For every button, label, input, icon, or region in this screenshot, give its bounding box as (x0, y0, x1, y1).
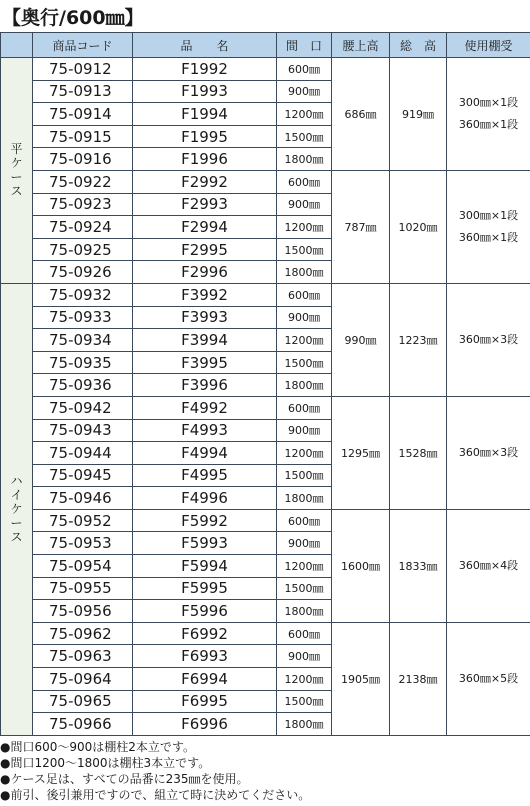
product-code: 75-0915 (49, 127, 112, 146)
product-width: 1500㎜ (277, 690, 332, 713)
product-width: 1500㎜ (277, 125, 332, 148)
product-code-cell (33, 713, 133, 736)
product-name: F2994 (133, 216, 277, 239)
product-name: F3993 (133, 306, 277, 329)
product-name: F2995 (133, 238, 277, 261)
product-code: 75-0963 (49, 647, 112, 666)
category-char: ス (10, 184, 23, 199)
product-name: F5993 (133, 532, 277, 555)
product-width: 1800㎜ (277, 600, 332, 623)
product-width: 600㎜ (277, 509, 332, 532)
product-width: 600㎜ (277, 170, 332, 193)
product-width: 900㎜ (277, 419, 332, 442)
table-row (1, 283, 530, 306)
total-height: 1223㎜ (390, 283, 447, 396)
product-code: 75-0923 (49, 195, 112, 214)
product-code: 75-0952 (49, 511, 112, 530)
product-code: 75-0932 (49, 285, 112, 304)
product-code-cell (33, 622, 133, 645)
product-width: 1800㎜ (277, 148, 332, 171)
total-height: 919㎜ (390, 58, 447, 171)
shelf-support (447, 170, 530, 283)
shelf-support (447, 58, 530, 171)
category-char: イ (10, 488, 23, 503)
product-width: 600㎜ (277, 622, 332, 645)
product-name: F3992 (133, 283, 277, 306)
product-code: 75-0916 (49, 150, 112, 169)
product-name: F3996 (133, 374, 277, 397)
product-width: 1800㎜ (277, 487, 332, 510)
product-width: 1800㎜ (277, 261, 332, 284)
product-code-cell (33, 600, 133, 623)
waist-height: 1600㎜ (332, 509, 390, 622)
product-code-cell (33, 464, 133, 487)
product-code-cell (33, 80, 133, 103)
product-name: F6992 (133, 622, 277, 645)
product-width: 1500㎜ (277, 238, 332, 261)
header-width: 間 口 (277, 33, 332, 58)
product-code-cell (33, 396, 133, 419)
shelf-support-line: 360㎜×4段 (458, 558, 519, 572)
note-item: ●前引、後引兼用ですので、組立て時に決めてください。 (0, 788, 311, 802)
shelf-support (447, 622, 530, 735)
product-name: F1995 (133, 125, 277, 148)
product-name: F4992 (133, 396, 277, 419)
product-code-cell (33, 148, 133, 171)
product-name: F6994 (133, 668, 277, 691)
page-title: 【奥行/600㎜】 (2, 7, 144, 29)
product-code: 75-0934 (49, 330, 112, 349)
product-code-cell (33, 374, 133, 397)
shelf-support-line: 360㎜×1段 (458, 230, 519, 244)
product-code: 75-0935 (49, 353, 112, 372)
category-char: ス (10, 530, 23, 545)
product-code: 75-0956 (49, 602, 112, 621)
product-code-cell (33, 170, 133, 193)
product-width: 1200㎜ (277, 442, 332, 465)
product-code-cell (33, 419, 133, 442)
product-width: 1800㎜ (277, 713, 332, 736)
category-label (1, 283, 33, 735)
product-width: 600㎜ (277, 396, 332, 419)
product-code: 75-0936 (49, 376, 112, 395)
product-code-cell (33, 690, 133, 713)
product-name: F5994 (133, 555, 277, 578)
waist-height: 686㎜ (332, 58, 390, 171)
category-label (1, 58, 33, 284)
total-height: 2138㎜ (390, 622, 447, 735)
product-code-cell (33, 487, 133, 510)
product-width: 600㎜ (277, 283, 332, 306)
product-name: F6993 (133, 645, 277, 668)
header-code: 商品コード (33, 33, 133, 58)
shelf-support (447, 396, 530, 509)
product-code-cell (33, 442, 133, 465)
table-header-row (1, 33, 530, 58)
category-char: ケ (10, 502, 23, 517)
product-width: 1200㎜ (277, 103, 332, 126)
product-code: 75-0964 (49, 669, 112, 688)
product-code: 75-0914 (49, 104, 112, 123)
note-item: ●間口600〜900は棚柱2本立です。 (0, 740, 195, 754)
total-height: 1833㎜ (390, 509, 447, 622)
note-item: ●ケース足は、すべての品番に235㎜を使用。 (0, 772, 249, 786)
product-code-cell (33, 306, 133, 329)
product-name: F4993 (133, 419, 277, 442)
shelf-support-line: 300㎜×1段 (458, 208, 519, 222)
product-width: 900㎜ (277, 193, 332, 216)
product-code: 75-0913 (49, 82, 112, 101)
product-name: F6996 (133, 713, 277, 736)
product-code: 75-0912 (49, 59, 112, 78)
product-name: F3995 (133, 351, 277, 374)
product-code: 75-0924 (49, 217, 112, 236)
product-width: 1200㎜ (277, 329, 332, 352)
note-item: ●間口1200〜1800は棚柱3本立です。 (0, 756, 211, 770)
product-name: F2996 (133, 261, 277, 284)
product-code: 75-0942 (49, 398, 112, 417)
header-waist-height: 腰上高 (332, 33, 390, 58)
product-width: 1200㎜ (277, 668, 332, 691)
product-code-cell (33, 645, 133, 668)
product-code: 75-0954 (49, 556, 112, 575)
product-name: F1996 (133, 148, 277, 171)
product-width: 900㎜ (277, 532, 332, 555)
product-width: 1500㎜ (277, 577, 332, 600)
product-code-cell (33, 283, 133, 306)
product-code: 75-0944 (49, 443, 112, 462)
product-name: F2992 (133, 170, 277, 193)
table-row (1, 170, 530, 193)
product-width: 900㎜ (277, 80, 332, 103)
product-code: 75-0933 (49, 308, 112, 327)
product-code: 75-0926 (49, 263, 112, 282)
shelf-support-line: 360㎜×5段 (458, 671, 519, 685)
total-height: 1020㎜ (390, 170, 447, 283)
shelf-support-line: 300㎜×1段 (458, 95, 519, 109)
product-name: F3994 (133, 329, 277, 352)
product-name: F1992 (133, 58, 277, 81)
product-width: 1800㎜ (277, 374, 332, 397)
product-name: F4996 (133, 487, 277, 510)
product-name: F1994 (133, 103, 277, 126)
category-char: 平 (10, 142, 23, 157)
shelf-support-line: 360㎜×1段 (458, 117, 519, 131)
category-char: ハ (10, 474, 23, 489)
product-name: F6995 (133, 690, 277, 713)
product-code-cell (33, 577, 133, 600)
product-width: 1500㎜ (277, 351, 332, 374)
product-code-cell (33, 329, 133, 352)
table-row (1, 622, 530, 645)
product-width: 600㎜ (277, 58, 332, 81)
product-name: F5995 (133, 577, 277, 600)
waist-height: 787㎜ (332, 170, 390, 283)
product-name: F2993 (133, 193, 277, 216)
product-name: F5996 (133, 600, 277, 623)
product-code: 75-0962 (49, 624, 112, 643)
product-code-cell (33, 58, 133, 81)
shelf-support-line: 360㎜×3段 (458, 445, 519, 459)
total-height: 1528㎜ (390, 396, 447, 509)
product-code-cell (33, 125, 133, 148)
product-code: 75-0945 (49, 466, 112, 485)
product-width: 1200㎜ (277, 555, 332, 578)
product-code: 75-0946 (49, 489, 112, 508)
category-char: ー (10, 170, 23, 185)
header-blank (1, 33, 33, 58)
table-row (1, 396, 530, 419)
product-code: 75-0965 (49, 692, 112, 711)
product-name: F4995 (133, 464, 277, 487)
shelf-support (447, 283, 530, 396)
waist-height: 1295㎜ (332, 396, 390, 509)
header-name: 品 名 (133, 33, 277, 58)
product-code-cell (33, 216, 133, 239)
category-char: ー (10, 516, 23, 531)
product-code: 75-0925 (49, 240, 112, 259)
table-row (1, 58, 530, 81)
product-code-cell (33, 555, 133, 578)
product-width: 1500㎜ (277, 464, 332, 487)
header-total-height: 総 高 (390, 33, 447, 58)
product-name: F1993 (133, 80, 277, 103)
product-width: 900㎜ (277, 306, 332, 329)
product-code-cell (33, 668, 133, 691)
waist-height: 1905㎜ (332, 622, 390, 735)
category-char: ケ (10, 156, 23, 171)
product-width: 900㎜ (277, 645, 332, 668)
product-table (0, 32, 530, 736)
product-code: 75-0943 (49, 421, 112, 440)
product-name: F5992 (133, 509, 277, 532)
table-row (1, 509, 530, 532)
product-code-cell (33, 103, 133, 126)
shelf-support (447, 509, 530, 622)
product-code-cell (33, 509, 133, 532)
product-name: F4994 (133, 442, 277, 465)
header-shelf: 使用棚受 (447, 33, 530, 58)
product-code: 75-0966 (49, 715, 112, 734)
product-code-cell (33, 261, 133, 284)
waist-height: 990㎜ (332, 283, 390, 396)
product-code-cell (33, 532, 133, 555)
product-code-cell (33, 193, 133, 216)
product-code-cell (33, 238, 133, 261)
shelf-support-line: 360㎜×3段 (458, 332, 519, 346)
product-code-cell (33, 351, 133, 374)
product-width: 1200㎜ (277, 216, 332, 239)
product-code: 75-0922 (49, 172, 112, 191)
product-code: 75-0953 (49, 534, 112, 553)
product-code: 75-0955 (49, 579, 112, 598)
notes (0, 739, 310, 803)
